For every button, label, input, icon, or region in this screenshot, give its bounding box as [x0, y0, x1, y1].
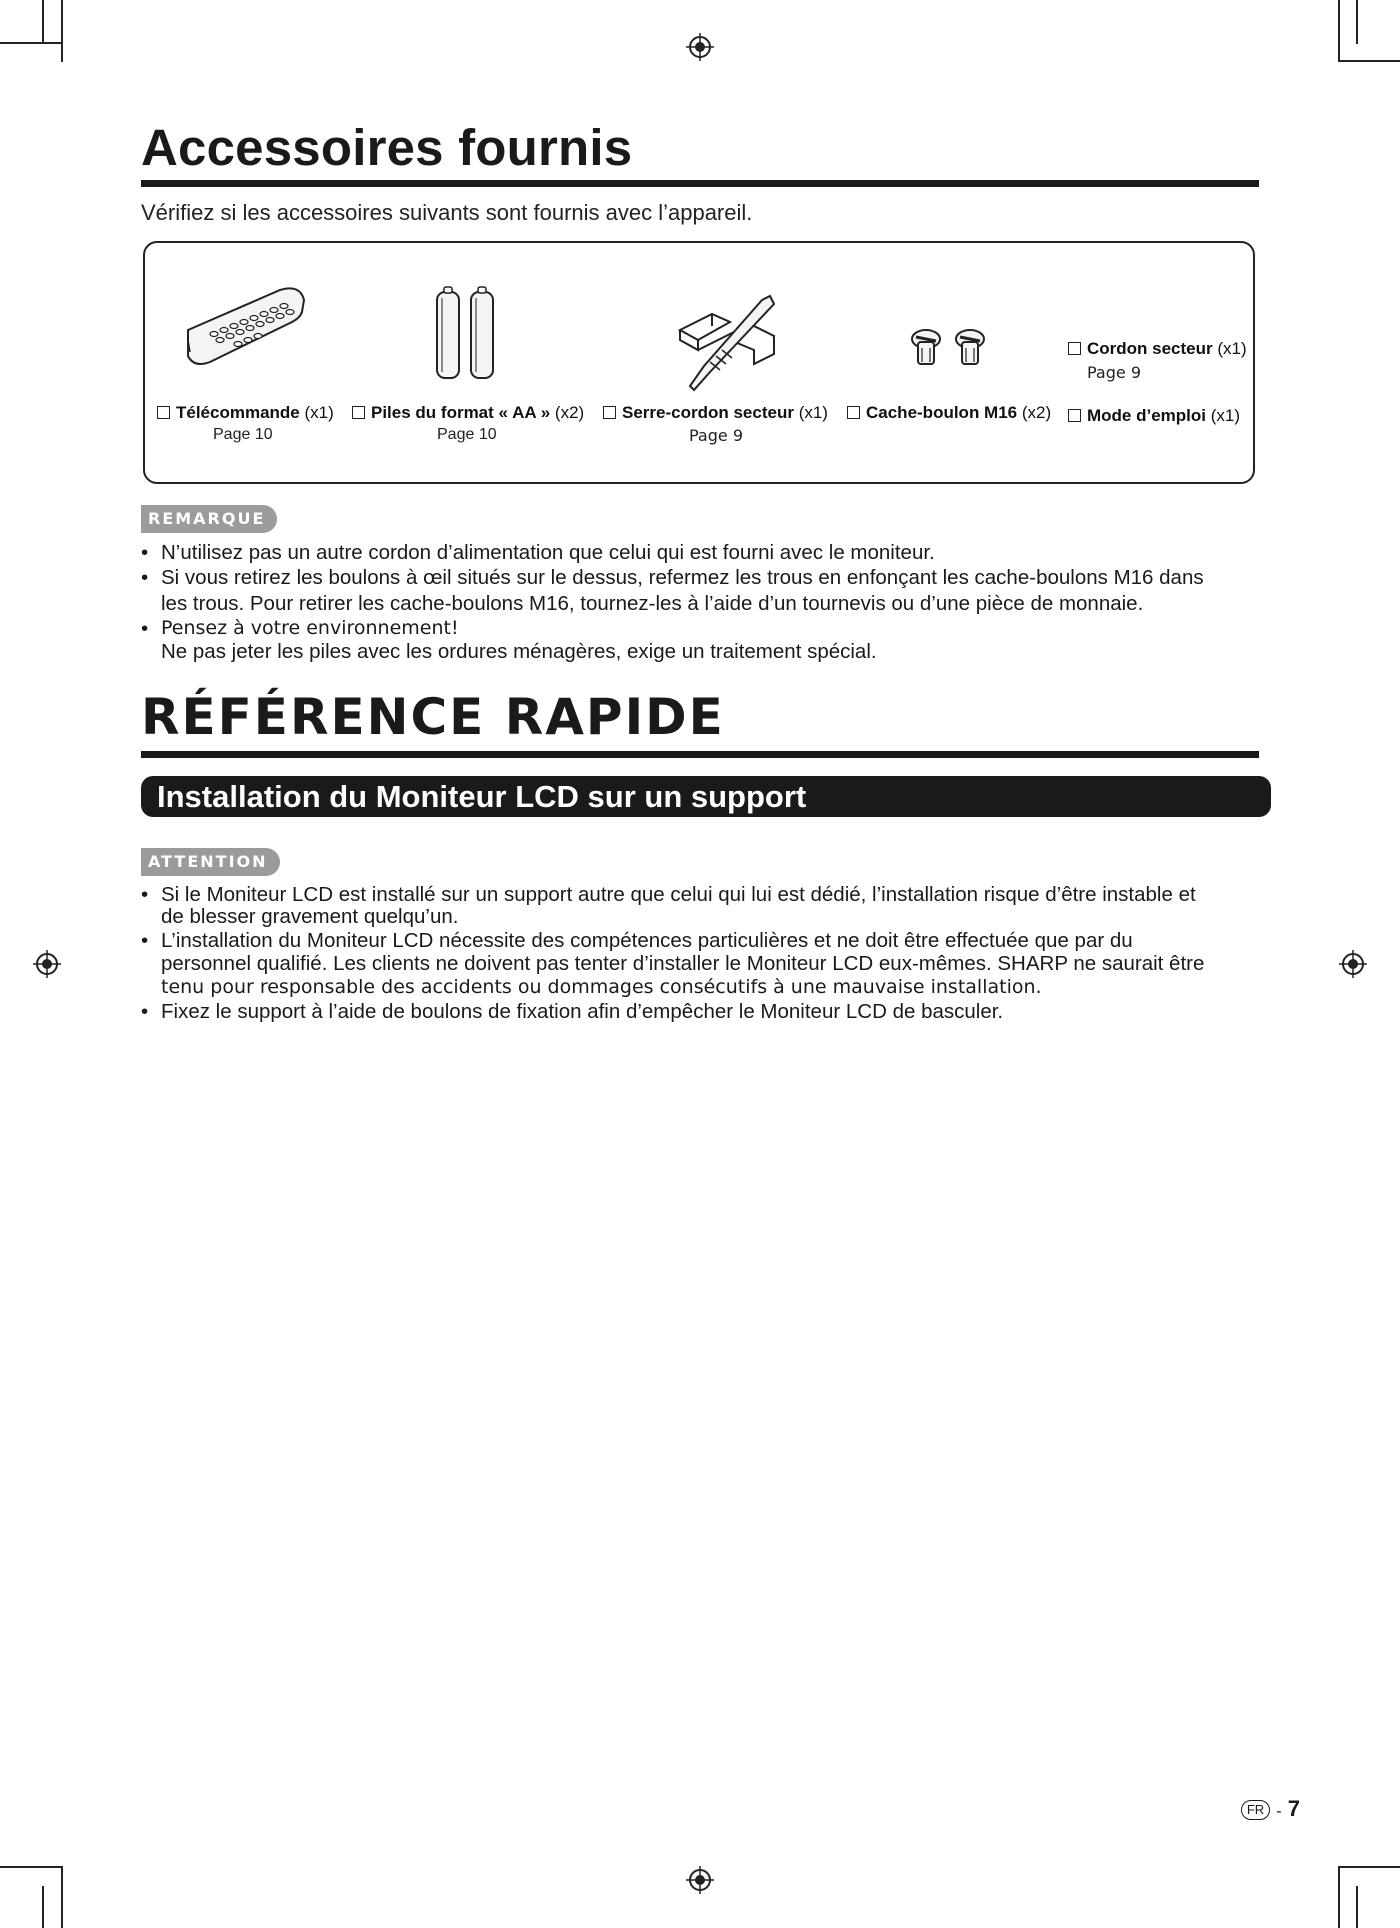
list-item-continuation: de blesser gravement quelqu’un.	[161, 905, 459, 928]
registration-mark-icon	[1339, 950, 1367, 978]
list-item: • L’installation du Moniteur LCD nécessite des compétences particulières et ne doit être effectuée que par du	[141, 929, 1133, 952]
crop-mark-tl2-v	[42, 0, 44, 44]
list-item: • Si vous retirez les boulons à œil situés sur le dessus, refermez les trous en enfonçant les cache-boulons M16 dans	[141, 566, 1204, 589]
checkbox-icon	[847, 406, 860, 419]
aa-batteries-icon	[432, 286, 500, 382]
list-item: • N’utilisez pas un autre cordon d’alimentation que celui qui est fourni avec le moniteur.	[141, 541, 935, 564]
accessory-page-ref: Page 9	[689, 426, 743, 445]
crop-mark-tr2-v	[1356, 0, 1358, 44]
crop-mark-tr-h	[1338, 60, 1400, 62]
list-item: • Fixez le support à l’aide de boulons de fixation afin d’empêcher le Moniteur LCD de basculer.	[141, 1000, 1004, 1023]
language-badge: FR	[1241, 1800, 1270, 1820]
checkbox-icon	[603, 406, 616, 419]
registration-mark-icon	[686, 1866, 714, 1894]
crop-mark-bl-v	[61, 1866, 63, 1928]
checkbox-icon	[157, 406, 170, 419]
crop-mark-tl-v	[61, 0, 63, 62]
subsection-bar: Installation du Moniteur LCD sur un support	[141, 776, 1271, 817]
accessory-piles: Piles du format « AA » (x2)	[352, 403, 584, 423]
page-title: Accessoires fournis	[141, 119, 633, 176]
accessory-telecommande: Télécommande (x1)	[157, 403, 334, 423]
accessory-mode-emploi: Mode d’emploi (x1)	[1068, 406, 1240, 426]
list-item-continuation: tenu pour responsable des accidents ou dommages consécutifs à une mauvaise installation.	[161, 976, 1042, 998]
crop-mark-tr-v	[1338, 0, 1340, 62]
title-rule	[141, 180, 1259, 187]
page-number: FR - 7	[1241, 1796, 1300, 1822]
section-title: RÉFÉRENCE RAPIDE	[141, 688, 725, 746]
list-item-continuation: personnel qualifié. Les clients ne doivent pas tenter d’installer le Moniteur LCD eux-mêmes. SHARP ne saurait être	[161, 952, 1205, 975]
crop-mark-br-h	[1338, 1866, 1400, 1868]
crop-mark-bl-h	[0, 1866, 62, 1868]
checkbox-icon	[1068, 342, 1081, 355]
registration-mark-icon	[33, 950, 61, 978]
checkbox-icon	[1068, 409, 1081, 422]
checkbox-icon	[352, 406, 365, 419]
accessory-page-ref: Page 9	[1087, 363, 1141, 382]
remote-control-icon	[180, 282, 310, 372]
section-rule	[141, 751, 1259, 758]
crop-mark-tl-h	[0, 42, 62, 44]
crop-mark-br2-v	[1356, 1886, 1358, 1928]
list-item: • Pensez à votre environnement!	[141, 617, 459, 640]
intro-text: Vérifiez si les accessoires suivants sont fournis avec l’appareil.	[141, 200, 753, 225]
accessory-page-ref: Page 10	[213, 426, 273, 443]
accessory-page-ref: Page 10	[437, 426, 497, 443]
remarque-badge: REMARQUE	[141, 505, 277, 533]
registration-mark-icon	[686, 33, 714, 61]
accessory-cache-boulon: Cache-boulon M16 (x2)	[847, 403, 1051, 423]
accessory-serre-cordon: Serre-cordon secteur (x1)	[603, 403, 828, 423]
bolt-cap-icon	[908, 328, 988, 370]
list-item: • Si le Moniteur LCD est installé sur un support autre que celui qui lui est dédié, l’installation risque d’être instable et	[141, 883, 1196, 906]
attention-badge: ATTENTION	[141, 848, 280, 876]
accessory-cordon-secteur: Cordon secteur (x1)	[1068, 339, 1247, 359]
crop-mark-bl2-v	[42, 1886, 44, 1928]
list-item-continuation: Ne pas jeter les piles avec les ordures ménagères, exige un traitement spécial.	[161, 640, 877, 663]
crop-mark-br-v	[1338, 1866, 1340, 1928]
cable-clamp-icon	[650, 292, 782, 396]
list-item-continuation: les trous. Pour retirer les cache-boulons M16, tournez-les à l’aide d’un tournevis ou d’une pièce de monnaie.	[161, 592, 1144, 615]
